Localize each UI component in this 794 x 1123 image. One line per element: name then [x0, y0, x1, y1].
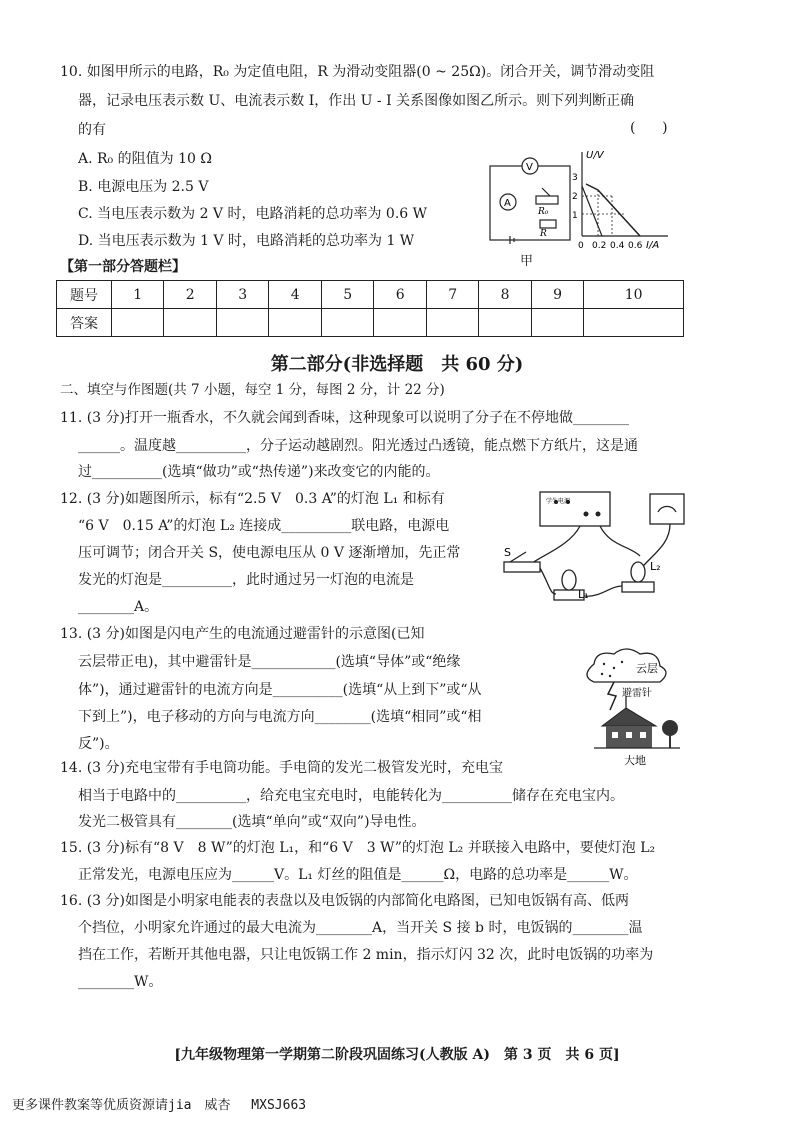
y-tick-3: 3 — [572, 173, 578, 183]
q15-line1: 15. (3 分)标有“8 V 8 W”的灯泡 L₁，和“6 V 3 W”的灯泡 L₂ 并联接入电路中，要使灯泡 L₂ — [60, 840, 656, 856]
q13-line3: 体”)，通过避雷针的电流方向是__________(选填“从上到下”或“从 — [78, 682, 482, 698]
ui-line — [582, 186, 602, 236]
switch-s-label: S — [504, 546, 511, 559]
answer-table-number-row — [57, 281, 684, 309]
q16-line1: 16. (3 分)如图是小明家电能表的表盘以及电饭锅的内部简化电路图，已知电饭锅有高、低两 — [60, 893, 629, 909]
q-number: 4 — [269, 281, 321, 309]
ui-series-line — [586, 184, 640, 236]
q13-line5: 反”)。 — [78, 736, 119, 752]
answer-cell[interactable] — [426, 309, 478, 337]
answer-cell[interactable] — [479, 309, 531, 337]
q10-option-a: A. R₀ 的阻值为 10 Ω — [78, 151, 212, 167]
ammeter-symbol: A — [504, 198, 511, 209]
q13-lightning-figure — [574, 646, 690, 766]
q15-line2: 正常发光，电源电压应为______V。L₁ 灯丝的阻值是______Ω，电路的总功率是______W。 — [78, 867, 638, 883]
q10-circuit-diagram — [484, 152, 576, 246]
answer-cell[interactable] — [584, 309, 684, 337]
lamp-l2-label: L₂ — [650, 560, 661, 573]
row-head-answer: 答案 — [57, 309, 112, 337]
q-number: 6 — [374, 281, 426, 309]
q-number: 9 — [531, 281, 583, 309]
q10-answer-paren: ( ) — [630, 120, 668, 136]
q10-option-c: C. 当电压表示数为 2 V 时，电路消耗的总功率为 0.6 W — [78, 206, 428, 222]
answer-cell[interactable] — [374, 309, 426, 337]
q-number: 2 — [164, 281, 216, 309]
y-axis-label: U/V — [586, 150, 604, 161]
q11-line3: 过__________(选填“做功”或“热传递”)来改变它的内能的。 — [78, 464, 440, 480]
q-number: 8 — [479, 281, 531, 309]
r0-label: R₀ — [538, 207, 549, 217]
x-tick-0: 0 — [578, 241, 584, 251]
q-number: 3 — [216, 281, 268, 309]
x-tick-02: 0.2 — [592, 241, 607, 251]
q10-line1: 10. 如图甲所示的电路，R₀ 为定值电阻，R 为滑动变阻器(0 ~ 25Ω)。闭合开关，调节滑动变阻 — [60, 64, 655, 80]
answer-bar-title: 【第一部分答题栏】 — [60, 259, 186, 275]
section-2-heading: 二、填空与作图题(共 7 小题，每空 1 分，每图 2 分，计 22 分) — [60, 382, 445, 398]
q14-line1: 14. (3 分)充电宝带有手电筒功能。手电筒的发光二极管发光时，充电宝 — [60, 760, 503, 776]
q-number: 10 — [584, 281, 684, 309]
q12-line2: “6 V 0.15 A”的灯泡 L₂ 连接成__________联电路，电源电 — [78, 518, 450, 534]
q-number: 1 — [112, 281, 164, 309]
row-head-number: 题号 — [57, 281, 112, 309]
voltmeter-symbol: V — [526, 162, 533, 173]
q13-line2: 云层带正电)，其中避雷针是____________(选填“导体”或“绝缘 — [78, 654, 461, 670]
x-axis-label: I/A — [646, 240, 660, 251]
q16-line4: ________W。 — [78, 974, 163, 990]
q10-option-b: B. 电源电压为 2.5 V — [78, 179, 209, 195]
x-tick-04: 0.4 — [610, 241, 625, 251]
bottom-note: 更多课件教案等优质资源请jia 威杏 MXSJ663 — [12, 1098, 307, 1113]
q13-line1: 13. (3 分)如图是闪电产生的电流通过避雷针的示意图(已知 — [60, 626, 425, 642]
answer-cell[interactable] — [321, 309, 373, 337]
power-supply-label: 学生电源 — [546, 498, 571, 505]
cloud-label: 云层 — [636, 662, 658, 675]
q10-option-d: D. 当电压表示数为 1 V 时，电路消耗的总功率为 1 W — [78, 233, 415, 249]
q12-line1: 12. (3 分)如题图所示，标有“2.5 V 0.3 A”的灯泡 L₁ 和标有 — [60, 491, 445, 507]
q12-line5: ________A。 — [78, 599, 159, 615]
answer-cell[interactable] — [269, 309, 321, 337]
q11-line1: 11. (3 分)打开一瓶香水，不久就会闻到香味，这种现象可以说明了分子在不停地做________ — [60, 410, 629, 426]
q12-line4: 发光的灯泡是__________，此时通过另一灯泡的电流是 — [78, 572, 414, 588]
q10-line2: 器，记录电压表示数 U、电流表示数 I，作出 U - I 关系图像如图乙所示。则下列判断正确 — [78, 93, 635, 109]
part2-title: 第二部分(非选择题 共 60 分) — [270, 354, 524, 375]
q13-line4: 下到上”)，电子移动的方向与电流方向________(选填“相同”或“相 — [78, 709, 482, 725]
answer-cell[interactable] — [216, 309, 268, 337]
lightning-rod-label: 避雷针 — [622, 688, 652, 699]
q16-line3: 挡在工作，若断开其他电器，只让电饭锅工作 2 min，指示灯闪 32 次，此时电饭锅的功率为 — [78, 947, 654, 963]
answer-table — [56, 280, 684, 337]
q12-line3: 压可调节；闭合开关 S，使电源电压从 0 V 逐渐增加，先正常 — [78, 545, 461, 561]
x-tick-06: 0.6 — [628, 241, 643, 251]
lamp-l1-label: L₁ — [578, 588, 589, 601]
answer-cell[interactable] — [531, 309, 583, 337]
q16-line2: 个挡位，小明家允许通过的最大电流为________A，当开关 S 接 b 时，电饭锅的________温 — [78, 920, 643, 936]
page-footer: [九年级物理第一学期第二阶段巩固练习(人教版 A) 第 3 页 共 6 页] — [174, 1047, 620, 1063]
ui-graph — [568, 146, 678, 254]
figure-a-label: 甲 — [520, 254, 534, 269]
answer-table-answer-row — [57, 309, 684, 337]
y-tick-2: 2 — [572, 192, 578, 202]
y-tick-1: 1 — [572, 211, 578, 221]
answer-cell[interactable] — [164, 309, 216, 337]
ground-label: 大地 — [624, 754, 646, 766]
answer-cell[interactable] — [112, 309, 164, 337]
q11-line2: ______。温度越__________，分子运动越剧烈。阳光透过凸透镜，能点燃下方纸片，这是通 — [78, 438, 638, 454]
r-label: R — [540, 229, 547, 239]
q12-circuit-figure — [500, 486, 696, 614]
q10-line3: 的有 — [78, 122, 106, 138]
q14-line2: 相当于电路中的__________，给充电宝充电时，电能转化为__________储存在充电宝内。 — [78, 788, 624, 804]
q-number: 5 — [321, 281, 373, 309]
q14-line3: 发光二极管具有________(选填“单向”或“双向”)导电性。 — [78, 814, 426, 830]
q-number: 7 — [426, 281, 478, 309]
